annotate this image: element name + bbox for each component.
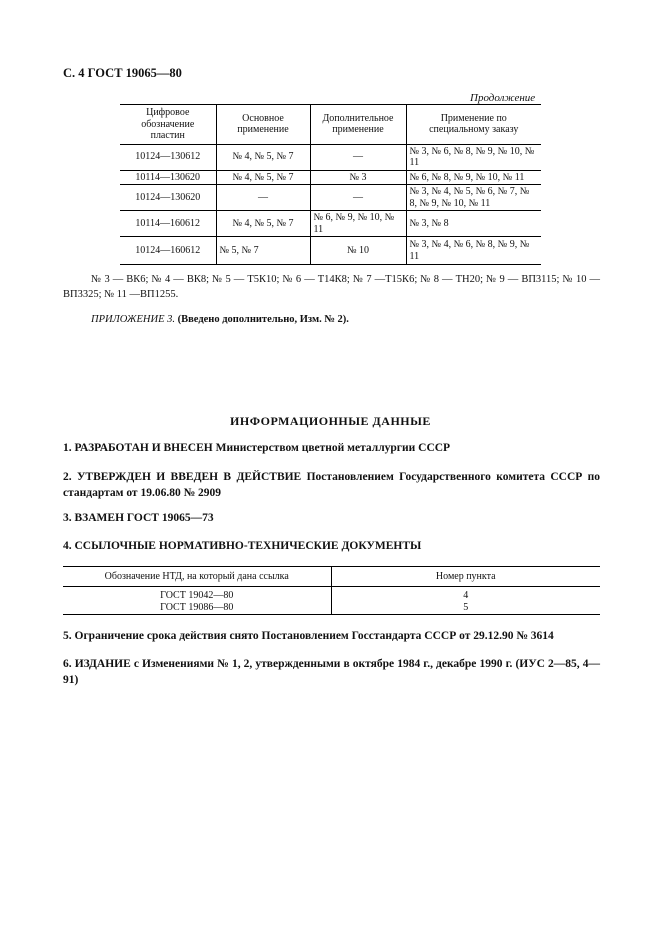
column-header: Цифровое обозначение пластин [120, 105, 216, 145]
table-header-row [120, 105, 541, 145]
table-cell: 10114—160612 [120, 211, 216, 237]
table-cell: № 3, № 4, № 6, № 8, № 9, № 11 [406, 237, 541, 265]
table-cell: № 4, № 5, № 7 [216, 170, 310, 185]
table-row [120, 237, 541, 265]
table-cell: № 3, № 4, № 5, № 6, № 7, № 8, № 9, № 10, № 11 [406, 185, 541, 211]
table-row [120, 211, 541, 237]
appendix-note [91, 314, 349, 325]
table-row [63, 602, 600, 615]
table-cell: ГОСТ 19042—80 [160, 590, 234, 601]
table-cell: № 5, № 7 [216, 237, 310, 265]
table-row [120, 170, 541, 185]
column-header: Обозначение НТД, на который дана ссылка [63, 567, 331, 587]
info-item-approved: 2. УТВЕРЖДЕН И ВВЕДЕН В ДЕЙСТВИЕ Постановлением Государственного комитета СССР по стандартам от 19.06.80 № 2909 [63, 471, 600, 499]
table-row [120, 185, 541, 211]
table-cell: № 3 [310, 170, 406, 185]
grade-notes: № 3 — ВК6; № 4 — ВК8; № 5 — Т5К10; № 6 — Т14К8; № 7 —Т15К6; № 8 — ТН20; № 9 — ВП3115; № 10 — ВП3325; № 11 —ВП1255. [63, 274, 600, 300]
info-item-edition: 6. ИЗДАНИЕ с Изменениями № 1, 2, утвержденными в октябре 1984 г., декабре 1990 г. (ИУС 2—85, 4—91) [63, 658, 600, 686]
column-header: Дополнительное применение [310, 105, 406, 145]
info-item-references: 4. ССЫЛОЧНЫЕ НОРМАТИВНО-ТЕХНИЧЕСКИЕ ДОКУМЕНТЫ [63, 540, 422, 552]
column-header: Применение по специальному заказу [406, 105, 541, 145]
appendix-text: (Введено дополнительно, Изм. № 2). [177, 314, 349, 325]
table-cell: ГОСТ 19086—80 [63, 602, 331, 615]
table-cell: 5 [331, 602, 600, 615]
table-cell: 10114—130620 [120, 170, 216, 185]
applications-table [120, 104, 541, 265]
table-row [120, 144, 541, 170]
table-cell: 10124—130620 [120, 185, 216, 211]
table-cell: 10124—160612 [120, 237, 216, 265]
table-header-row [63, 567, 600, 587]
info-section-title: ИНФОРМАЦИОННЫЕ ДАННЫЕ [230, 414, 431, 428]
table-cell: № 10 [310, 237, 406, 265]
info-item-developed: 1. РАЗРАБОТАН И ВНЕСЕН Министерством цветной металлургии СССР [63, 442, 451, 454]
table-cell: № 6, № 8, № 9, № 10, № 11 [406, 170, 541, 185]
table-cell: № 6, № 9, № 10, № 11 [310, 211, 406, 237]
table-cell: № 4, № 5, № 7 [216, 211, 310, 237]
references-table [63, 566, 600, 615]
table-cell: — [216, 185, 310, 211]
table-cell: 4 [331, 587, 600, 603]
page-header: С. 4 ГОСТ 19065—80 [63, 66, 182, 80]
table-cell: № 4, № 5, № 7 [216, 144, 310, 170]
table-cell: 10124—130612 [120, 144, 216, 170]
table-row [63, 587, 600, 603]
column-header: Номер пункта [331, 567, 600, 587]
table-cell: № 3, № 8 [406, 211, 541, 237]
appendix-label: ПРИЛОЖЕНИЕ 3. [91, 314, 175, 325]
column-header: Основное применение [216, 105, 310, 145]
table-cell: — [310, 144, 406, 170]
info-item-validity: 5. Ограничение срока действия снято Постановлением Госстандарта СССР от 29.12.90 № 3614 [63, 630, 554, 642]
info-item-replaces: 3. ВЗАМЕН ГОСТ 19065—73 [63, 512, 214, 524]
table-cell: — [310, 185, 406, 211]
table-cell: № 3, № 6, № 8, № 9, № 10, № 11 [406, 144, 541, 170]
continuation-label: Продолжение [470, 92, 536, 104]
